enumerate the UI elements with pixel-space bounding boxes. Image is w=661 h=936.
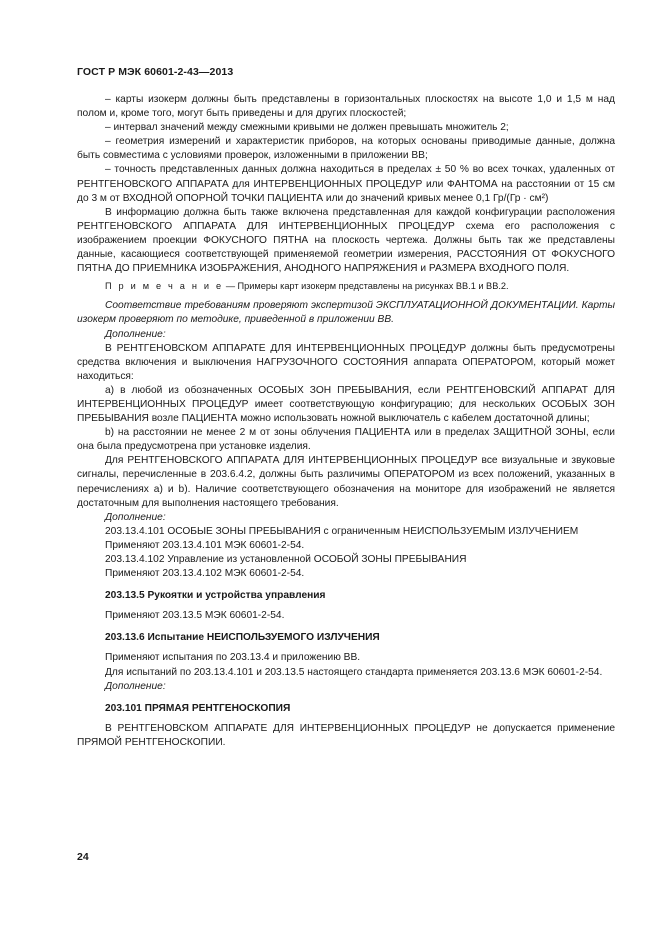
list-item: a) в любой из обозначенных ОСОБЫХ ЗОН ПРЕБЫВАНИЯ, если РЕНТГЕНОВСКИЙ АППАРАТ ДЛЯ ИНТЕРВЕНЦИОННЫХ ПРОЦЕДУР имеет соответствующую конфигурацию; для нескольких ОСОБЫХ ЗОН ПРЕБЫВАНИЯ возле ПАЦИЕНТА можно использовать ножной выключатель с кабелем достаточной длины; (77, 384, 615, 425)
note-text: — Примеры карт изокерм представлены на рисунках ВВ.1 и ВВ.2. (223, 281, 509, 292)
page-number: 24 (77, 851, 89, 863)
paragraph: В РЕНТГЕНОВСКОМ АППАРАТЕ ДЛЯ ИНТЕРВЕНЦИОННЫХ ПРОЦЕДУР не допускается применение ПРЯМОЙ РЕНТГЕНОСКОПИИ. (77, 722, 615, 748)
section-heading: 203.13.5 Рукоятки и устройства управления (105, 590, 326, 602)
addition-label: Дополнение: (105, 328, 166, 340)
document-body (77, 93, 615, 750)
section-heading: 203.101 ПРЯМАЯ РЕНТГЕНОСКОПИЯ (105, 702, 291, 714)
subsection-item: Применяют 203.13.4.102 МЭК 60601-2-54. (105, 568, 305, 580)
paragraph: В информацию должна быть также включена представленная для каждой конфигурации расположения РЕНТГЕНОВСКОГО АППАРАТА ДЛЯ ИНТЕРВЕНЦИОННЫХ ПРОЦЕДУР схема его расположения с изображением проекции ФОКУСНОГО ПЯТНА на плоскость чертежа. Должны быть так же представлены данные, касающиеся соответствующей применяемой геометрии измерения, РАССТОЯНИЯ ОТ ФОКУСНОГО ПЯТНА ДО ПРИЕМНИКА ИЗОБРАЖЕНИЯ, АНОДНОГО НАПРЯЖЕНИЯ и РАЗМЕРА ВХОДНОГО ПОЛЯ. (77, 206, 615, 275)
paragraph: – интервал значений между смежными кривыми не должен превышать множитель 2; (105, 122, 509, 134)
paragraph: Для испытаний по 203.13.4.101 и 203.13.5 настоящего стандарта применяется 203.13.6 МЭК 60601-2-54. (105, 666, 603, 678)
addition-label: Дополнение: (105, 511, 166, 523)
paragraph: – геометрия измерений и характеристик приборов, на которых основаны приводимые данные, должна быть совместима с условиями проверок, изложенными в приложении ВВ; (77, 136, 615, 162)
paragraph: – карты изокерм должны быть представлены в горизонтальных плоскостях на высоте 1,0 и 1,5 м над полом и, кроме того, могут быть приведены и для других плоскостей; (77, 94, 615, 120)
addition-label: Дополнение: (105, 680, 166, 692)
section-heading: 203.13.6 Испытание НЕИСПОЛЬЗУЕМОГО ИЗЛУЧЕНИЯ (105, 632, 380, 644)
subsection-item: Применяют 203.13.4.101 МЭК 60601-2-54. (105, 539, 305, 551)
paragraph: – точность представленных данных должна находиться в пределах ± 50 % во всех точках, удаленных от РЕНТГЕНОВСКОГО АППАРАТА для ИНТЕРВЕНЦИОННЫХ ПРОЦЕДУР или ФАНТОМА на расстоянии от 15 см до 3 м от ВХОДНОЙ ОПОРНОЙ ТОЧКИ ПАЦИЕНТА или до значений кривых менее 0,1 Гр/(Гр · см²) (77, 164, 615, 204)
paragraph: Применяют испытания по 203.13.4 и приложению ВВ. (105, 652, 361, 664)
document-header: ГОСТ Р МЭК 60601-2-43—2013 (77, 66, 234, 78)
paragraph: В РЕНТГЕНОВСКОМ АППАРАТЕ ДЛЯ ИНТЕРВЕНЦИОННЫХ ПРОЦЕДУР должны быть предусмотрены средства включения и выключения НАГРУЗОЧНОГО СОСТОЯНИЯ аппарата ОПЕРАТОРОМ, который может находиться: (77, 342, 615, 382)
paragraph: Применяют 203.13.5 МЭК 60601-2-54. (105, 610, 285, 622)
subsection-item: 203.13.4.102 Управление из установленной ОСОБОЙ ЗОНЫ ПРЕБЫВАНИЯ (105, 554, 467, 565)
compliance-text: Соответствие требованиям проверяют экспертизой ЭКСПЛУАТАЦИОННОЙ ДОКУМЕНТАЦИИ. Карты изокерм проверяют по методике, приведенной в приложении ВВ. (77, 300, 615, 326)
list-item: b) на расстоянии не менее 2 м от зоны облучения ПАЦИЕНТА или в пределах ЗАЩИТНОЙ ЗОНЫ, если она была предусмотрена при установке изделия. (77, 427, 615, 453)
note-label: П р и м е ч а н и е (105, 281, 224, 292)
subsection-item: 203.13.4.101 ОСОБЫЕ ЗОНЫ ПРЕБЫВАНИЯ с ограниченным НЕИСПОЛЬЗУЕМЫМ ИЗЛУЧЕНИЕМ (105, 525, 579, 537)
paragraph: Для РЕНТГЕНОВСКОГО АППАРАТА ДЛЯ ИНТЕРВЕНЦИОННЫХ ПРОЦЕДУР все визуальные и звуковые сигналы, перечисленные в 203.6.4.2, должны быть различимы ОПЕРАТОРОМ из всех положений, указанных в перечислениях a) и b). Наличие соответствующего обозначения на мониторе для изображений не является достаточным для выполнения настоящего требования. (77, 455, 615, 509)
note (77, 279, 615, 293)
